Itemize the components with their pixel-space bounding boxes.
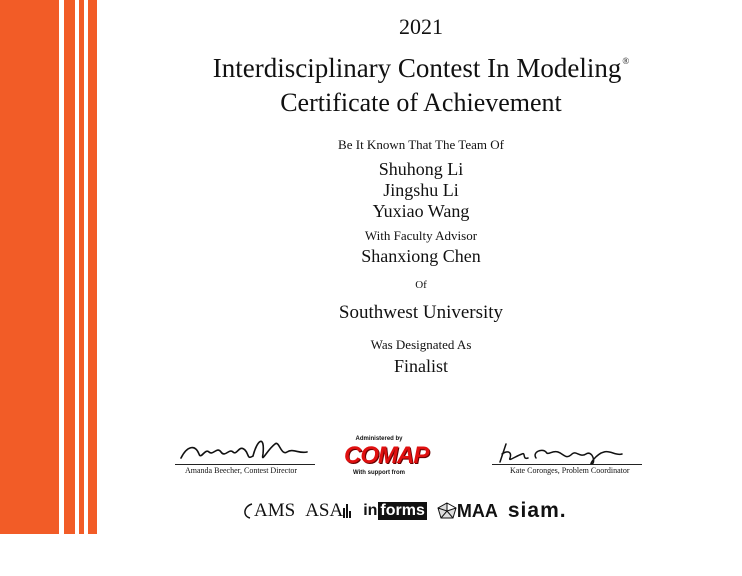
certificate-title: Certificate of Achievement — [280, 88, 562, 117]
asa-text: ASA — [305, 500, 344, 521]
sponsor-logos — [240, 498, 567, 524]
maa-logo — [437, 501, 498, 522]
ams-text: AMS — [254, 500, 296, 521]
certificate-year: 2021 — [399, 14, 443, 39]
contest-title — [100, 53, 742, 84]
award-title: Finalist — [393, 356, 448, 376]
coordinator-signature-icon — [492, 440, 642, 466]
registered-mark: ® — [622, 56, 630, 66]
contest-name: Interdisciplinary Contest In Modeling — [212, 53, 622, 83]
team-member: Shuhong Li — [378, 159, 464, 179]
team-member: Yuxiao Wang — [372, 201, 470, 221]
advisor-name: Shanxiong Chen — [361, 246, 481, 266]
informs-box: forms — [380, 502, 425, 519]
director-signature-block — [175, 430, 315, 480]
ams-emblem-icon — [240, 502, 254, 520]
of-label: Of — [415, 279, 427, 291]
maa-polyhedron-icon — [437, 502, 457, 520]
coordinator-signature-block — [492, 440, 642, 480]
signature-line — [492, 464, 642, 465]
director-caption: Amanda Beecher, Contest Director — [185, 466, 298, 475]
university-name: Southwest University — [338, 302, 504, 323]
siam-logo — [508, 499, 567, 523]
siam-text: siam. — [507, 499, 567, 522]
informs-prefix: in — [363, 502, 378, 519]
advisor-label: With Faculty Advisor — [364, 228, 478, 243]
director-signature-icon — [175, 430, 315, 466]
designation-label: Was Designated As — [370, 337, 472, 352]
maa-text: MAA — [456, 500, 498, 521]
team-member: Jingshu Li — [383, 180, 459, 200]
administered-by-label: Administered by — [355, 436, 403, 442]
informs-logo — [363, 502, 427, 520]
coordinator-caption: Kate Coronges, Problem Coordinator — [510, 466, 630, 475]
support-label: With support from — [353, 470, 405, 476]
orange-band — [0, 0, 59, 534]
orange-stripe — [79, 0, 84, 534]
asa-bars-icon — [343, 502, 353, 520]
asa-logo — [305, 500, 353, 522]
orange-stripe — [64, 0, 75, 534]
comap-logo: COMAP — [344, 442, 429, 469]
team-intro-label: Be It Known That The Team Of — [338, 137, 504, 152]
signature-line — [175, 464, 315, 465]
orange-stripe — [88, 0, 97, 534]
comap-block — [344, 436, 429, 492]
ams-logo — [240, 500, 295, 522]
